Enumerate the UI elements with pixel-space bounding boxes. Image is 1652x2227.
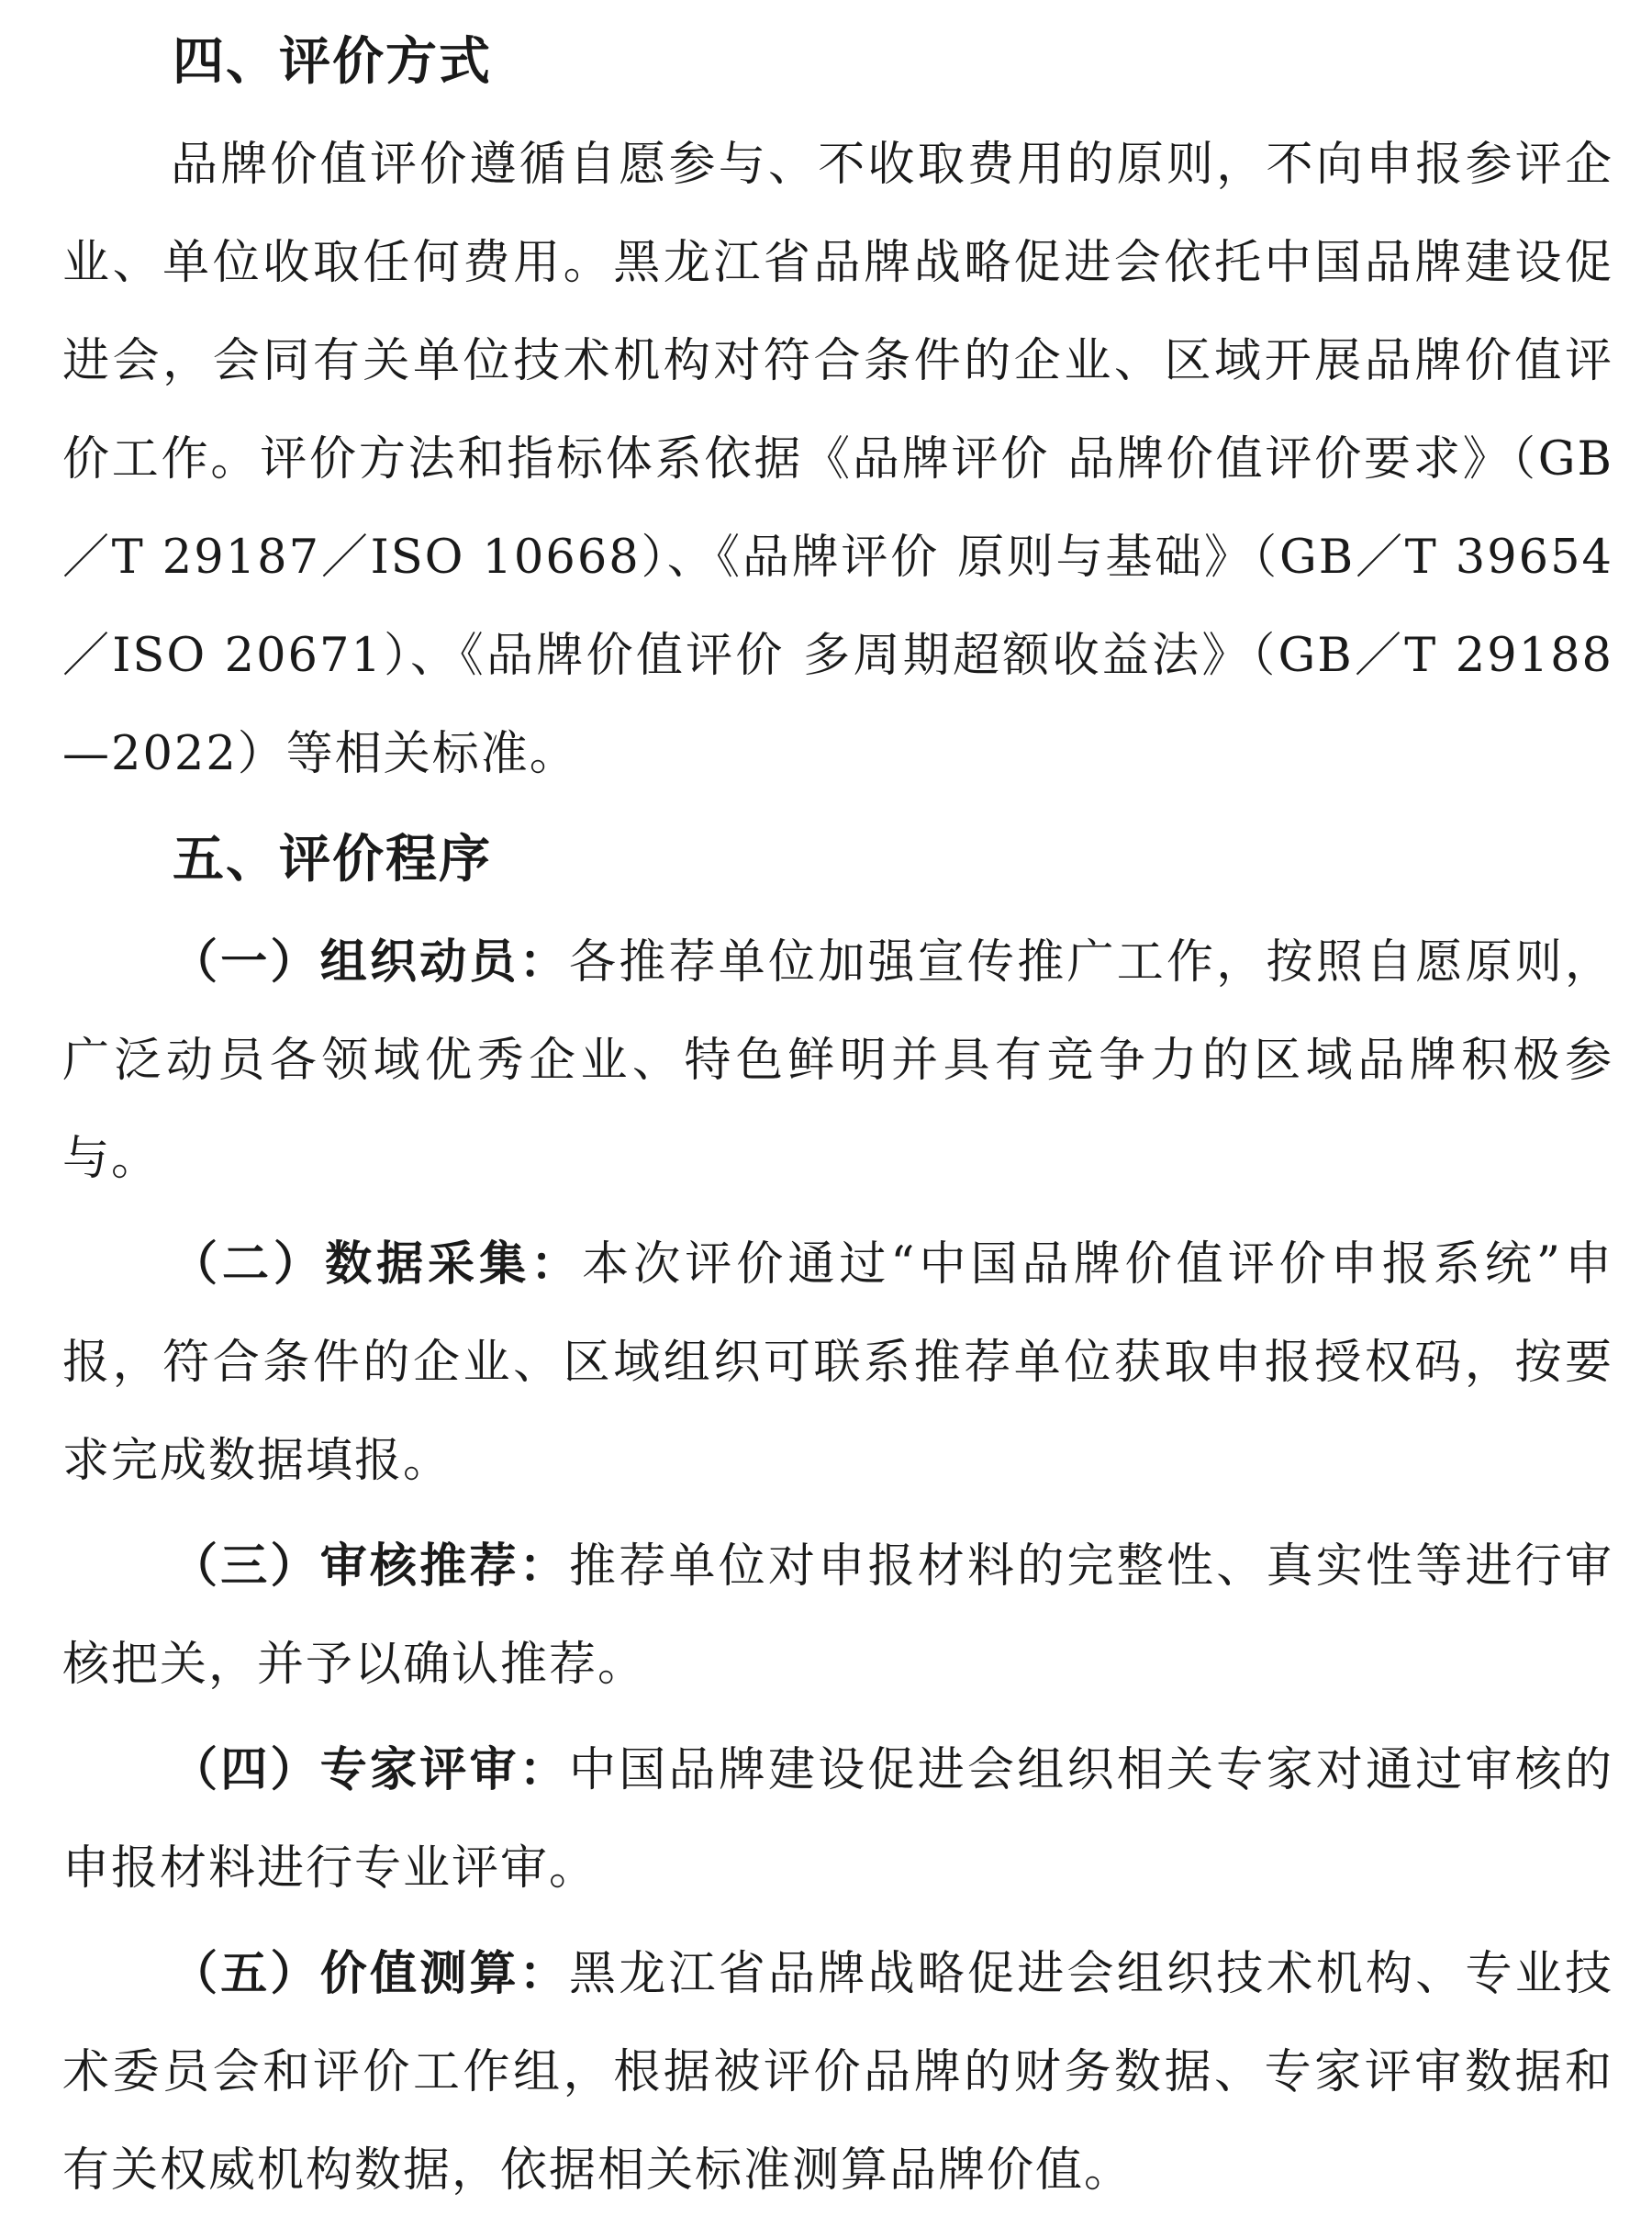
step-2-label: （二）数据采集：: [171, 1237, 583, 1292]
section-4-heading: 四、评价方式: [173, 32, 492, 92]
step-3-paragraph: [62, 1517, 1613, 1714]
step-4-paragraph: [62, 1721, 1613, 1918]
step-1-paragraph: [62, 913, 1613, 1208]
step-5-paragraph: [62, 1925, 1613, 2220]
step-2-text: 本次评价通过“中国品牌价值评价申报系统”申报，符合条件的企业、区域组织可联系推荐单位获取申报授权码，按要求完成数据填报。: [62, 1237, 1613, 1488]
step-3-text: 推荐单位对申报材料的完整性、真实性等进行审核把关，并予以确认推荐。: [62, 1539, 1613, 1692]
section-4-paragraph: 品牌价值评价遵循自愿参与、不收取费用的原则，不向申报参评企业、单位收取任何费用。黑龙江省品牌战略促进会依托中国品牌建设促进会，会同有关单位技术机构对符合条件的企业、区域开展品牌价值评价工作。评价方法和指标体系依据《品牌评价 品牌价值评价要求》（GB／T 29187／ISO 10668）、《品牌评价 原则与基础》（GB／T 39654／ISO 20671）、《品牌价值评价 多周期超额收益法》（GB／T 29188—2022）等相关标准。: [62, 138, 1613, 781]
step-5-label: （五）价值测算：: [171, 1947, 569, 2001]
section-5-heading: 五、评价程序: [173, 830, 492, 890]
step-5-text: 黑龙江省品牌战略促进会组织技术机构、专业技术委员会和评价工作组，根据被评价品牌的财务数据、专家评审数据和有关权威机构数据，依据相关标准测算品牌价值。: [62, 1947, 1613, 2198]
document-page: [62, 18, 1613, 2227]
step-4-label: （四）专家评审：: [171, 1743, 569, 1797]
step-3-label: （三）审核推荐：: [171, 1539, 569, 1594]
step-4-text: 中国品牌建设促进会组织相关专家对通过审核的申报材料进行专业评审。: [62, 1743, 1613, 1896]
step-1-text: 各推荐单位加强宣传推广工作，按照自愿原则，广泛动员各领域优秀企业、特色鲜明并具有竞争力的区域品牌积极参与。: [62, 935, 1613, 1186]
step-1-label: （一）组织动员：: [171, 935, 569, 990]
step-2-paragraph: [62, 1215, 1613, 1510]
